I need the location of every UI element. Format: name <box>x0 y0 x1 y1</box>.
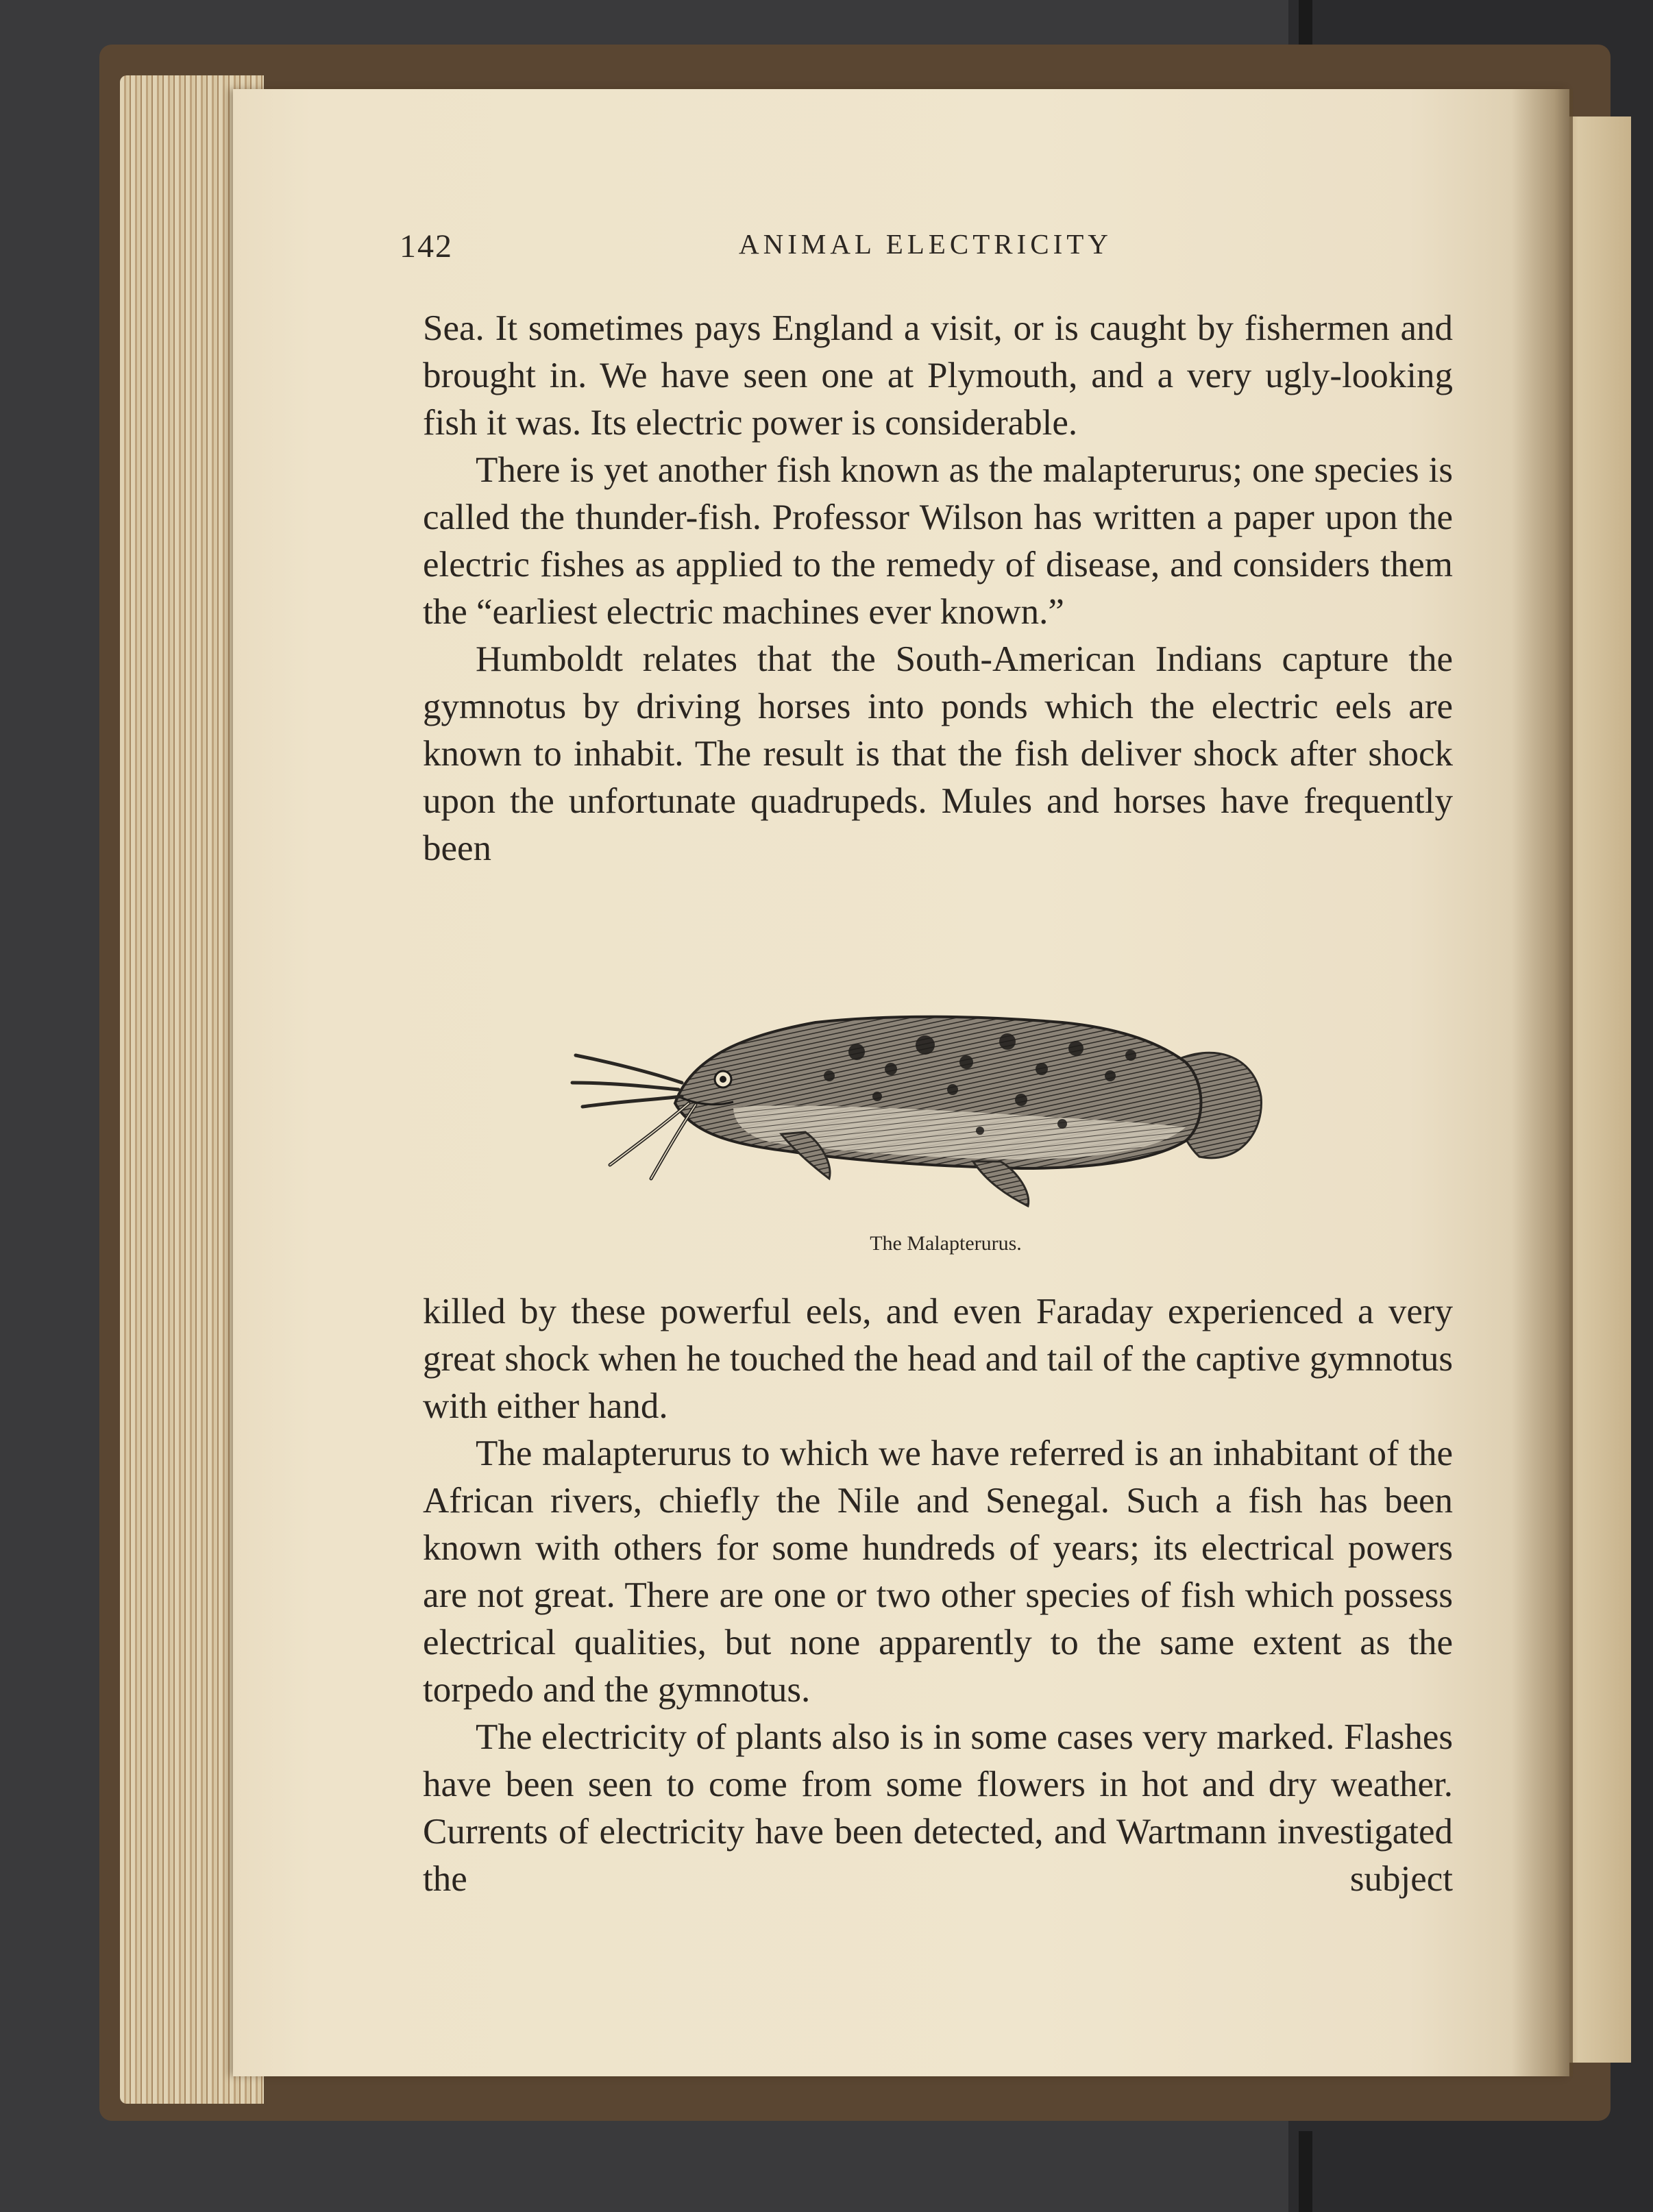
book-clamp-top <box>1299 0 1312 48</box>
figure-caption: The Malapterurus. <box>870 1232 1022 1255</box>
paragraph: The electricity of plants also is in some cases very marked. Flashes have been seen to come from some flowers in hot and dry weather. Currents of electricity have been detected, and Wartmann investigated the subject <box>423 1717 1453 1899</box>
page-number: 142 <box>400 228 453 265</box>
running-head: ANIMAL ELECTRICITY <box>739 228 1112 260</box>
page-header <box>400 228 1455 269</box>
paragraph: There is yet another fish known as the malapterurus; one species is called the thunder-fish. Professor Wilson has written a paper upon the electric fishes as applied to the remedy of disease, and considers them the “earliest electric machines ever known.” <box>423 450 1453 632</box>
paragraph: killed by these powerful eels, and even Faraday experienced a very great shock when he touched the head and tail of the captive gymnotus with either hand. <box>423 1292 1453 1426</box>
paragraph: The malapterurus to which we have referred is an inhabitant of the African rivers, chiefly the Nile and Senegal. Such a fish has been known with others for some hundreds of years; its electrical powers are not great. There are one or two other species of fish which possess electrical qualities, but none apparently to the same extent as the torpedo and the gymnotus. <box>423 1434 1453 1710</box>
paragraph: Humboldt relates that the South-American Indians capture the gymnotus by driving horses into ponds which the electric eels are known to inhabit. The result is that the fish deliver shock after shock upon the unfortunate quadrupeds. Mules and horses have frequently been <box>423 639 1453 868</box>
malapterurus-figure <box>569 987 1323 1275</box>
text-after-figure <box>423 1288 1453 1903</box>
text-before-figure <box>423 305 1453 872</box>
paragraph: Sea. It sometimes pays England a visit, or is caught by fishermen and brought in. We have seen one at Plymouth, and a very ugly-looking fish it was. Its electric power is considerable. <box>423 308 1453 443</box>
malapterurus-engraving <box>569 987 1323 1227</box>
book-clamp-bottom <box>1299 2131 1312 2212</box>
spine-shadow <box>1511 89 1573 2076</box>
